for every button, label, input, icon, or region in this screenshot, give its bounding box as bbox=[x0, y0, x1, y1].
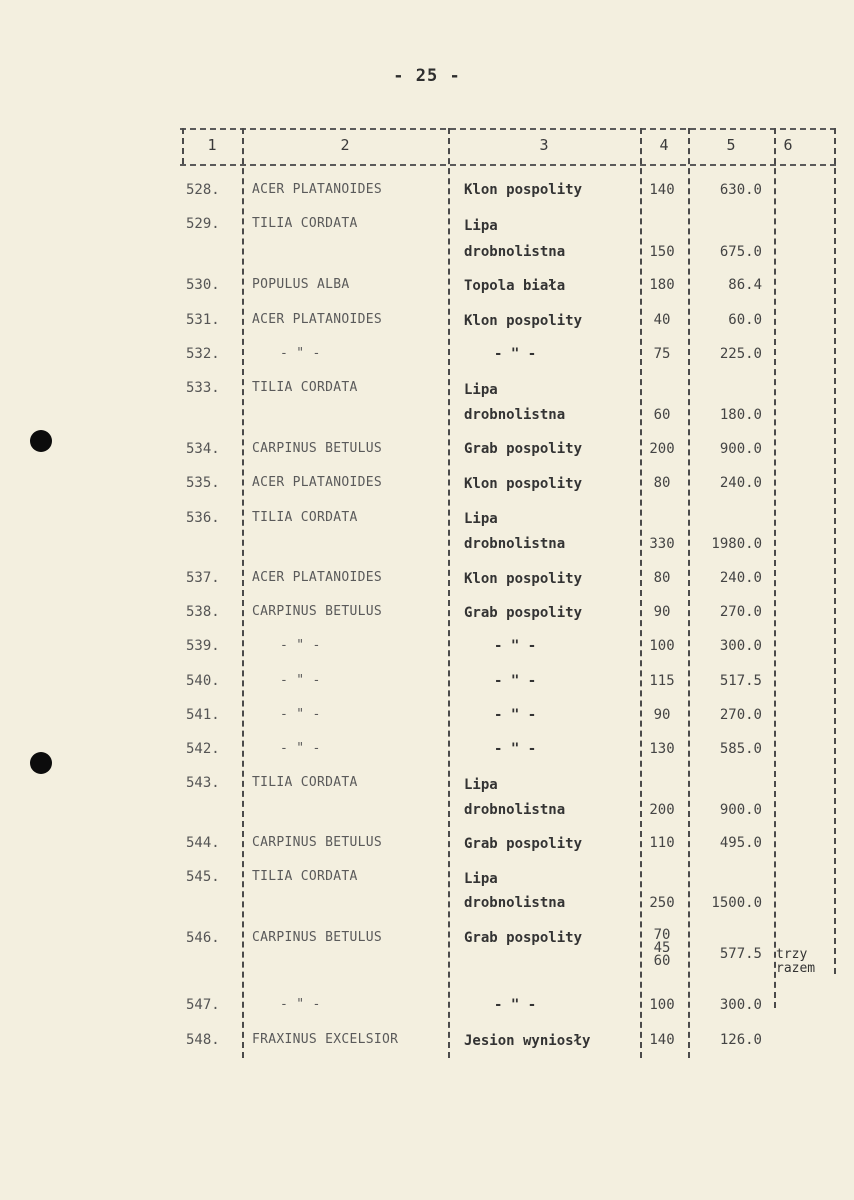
row-number: 545. bbox=[186, 869, 220, 885]
latin-name-ditto: - " - bbox=[280, 673, 321, 688]
remark-line-2: razem bbox=[776, 961, 816, 976]
col-5-value: 1500.0 bbox=[711, 895, 762, 911]
col-4-value: 60 bbox=[653, 407, 671, 423]
row-number: 534. bbox=[186, 441, 220, 457]
col-4-value: 180 bbox=[649, 277, 675, 293]
punch-hole-top bbox=[30, 430, 52, 452]
column-rule-5 bbox=[688, 128, 690, 1058]
col-5-value: 630.0 bbox=[719, 182, 762, 198]
polish-name: Grab pospolity bbox=[464, 930, 583, 946]
latin-name: ACER PLATANOIDES bbox=[252, 182, 383, 197]
col-5-value: 126.0 bbox=[719, 1032, 762, 1048]
polish-name-line-2: drobnolistna bbox=[464, 895, 566, 911]
col-4-value: 200 bbox=[649, 802, 675, 818]
polish-name-ditto: - " - bbox=[494, 673, 537, 689]
header-col-1: 1 bbox=[207, 136, 217, 154]
col-4-value: 80 bbox=[653, 475, 671, 491]
row-number: 531. bbox=[186, 312, 220, 328]
col-5-value: 675.0 bbox=[719, 244, 762, 260]
col-4-value: 150 bbox=[649, 244, 675, 260]
remark-line-1: trzy bbox=[776, 947, 808, 962]
punch-hole-bottom bbox=[30, 752, 52, 774]
polish-name: Grab pospolity bbox=[464, 441, 583, 457]
latin-name: ACER PLATANOIDES bbox=[252, 312, 383, 327]
polish-name: Klon pospolity bbox=[464, 313, 583, 329]
row-number: 530. bbox=[186, 277, 220, 293]
polish-name: Grab pospolity bbox=[464, 605, 583, 621]
polish-name-line-1: Lipa bbox=[464, 382, 498, 398]
row-number: 542. bbox=[186, 741, 220, 757]
latin-name: TILIA CORDATA bbox=[252, 510, 358, 525]
header-col-2: 2 bbox=[340, 136, 350, 154]
polish-name: Klon pospolity bbox=[464, 182, 583, 198]
column-rule-6 bbox=[774, 128, 776, 1008]
col-4-value: 40 bbox=[653, 312, 671, 328]
row-number: 541. bbox=[186, 707, 220, 723]
column-rule-2 bbox=[242, 128, 244, 1058]
col-4-value: 250 bbox=[649, 895, 675, 911]
polish-name-ditto: - " - bbox=[494, 741, 537, 757]
col-4-value-3: 60 bbox=[653, 953, 671, 969]
row-number: 544. bbox=[186, 835, 220, 851]
row-number: 528. bbox=[186, 182, 220, 198]
col-5-value: 1980.0 bbox=[711, 536, 762, 552]
latin-name: ACER PLATANOIDES bbox=[252, 475, 383, 490]
page-number: - 25 - bbox=[393, 66, 461, 86]
col-5-value: 900.0 bbox=[719, 802, 762, 818]
col-4-value: 110 bbox=[649, 835, 675, 851]
polish-name-line-2: drobnolistna bbox=[464, 244, 566, 260]
header-bottom-rule bbox=[180, 164, 836, 166]
latin-name: CARPINUS BETULUS bbox=[252, 930, 383, 945]
latin-name: CARPINUS BETULUS bbox=[252, 835, 383, 850]
latin-name: CARPINUS BETULUS bbox=[252, 604, 383, 619]
col-5-value: 60.0 bbox=[728, 312, 762, 328]
polish-name-line-2: drobnolistna bbox=[464, 802, 566, 818]
latin-name-ditto: - " - bbox=[280, 997, 321, 1012]
header-col-6: 6 bbox=[783, 136, 793, 154]
polish-name-line-1: Lipa bbox=[464, 777, 498, 793]
col-5-value: 517.5 bbox=[719, 673, 762, 689]
col-5-value: 270.0 bbox=[719, 604, 762, 620]
row-number: 546. bbox=[186, 930, 220, 946]
col-5-value: 86.4 bbox=[728, 277, 762, 293]
col-5-value: 495.0 bbox=[719, 835, 762, 851]
row-number: 529. bbox=[186, 216, 220, 232]
col-5-value: 300.0 bbox=[719, 997, 762, 1013]
latin-name-ditto: - " - bbox=[280, 638, 321, 653]
row-number: 532. bbox=[186, 346, 220, 362]
col-5-value: 225.0 bbox=[719, 346, 762, 362]
polish-name-line-1: Lipa bbox=[464, 218, 498, 234]
latin-name: FRAXINUS EXCELSIOR bbox=[252, 1032, 399, 1047]
col-5-value: 577.5 bbox=[719, 946, 762, 962]
species-table bbox=[180, 128, 836, 1058]
col-5-value: 270.0 bbox=[719, 707, 762, 723]
col-5-value: 300.0 bbox=[719, 638, 762, 654]
polish-name-line-1: Lipa bbox=[464, 871, 498, 887]
latin-name: TILIA CORDATA bbox=[252, 869, 358, 884]
polish-name: Klon pospolity bbox=[464, 476, 583, 492]
col-4-value: 75 bbox=[653, 346, 671, 362]
latin-name-ditto: - " - bbox=[280, 741, 321, 756]
latin-name: POPULUS ALBA bbox=[252, 277, 350, 292]
latin-name: ACER PLATANOIDES bbox=[252, 570, 383, 585]
col-4-value-2: 45 bbox=[653, 940, 671, 956]
col-4-value: 140 bbox=[649, 182, 675, 198]
row-number: 538. bbox=[186, 604, 220, 620]
row-number: 533. bbox=[186, 380, 220, 396]
polish-name: Grab pospolity bbox=[464, 836, 583, 852]
col-4-value: 90 bbox=[653, 604, 671, 620]
header-col-3: 3 bbox=[539, 136, 549, 154]
column-rule-7 bbox=[834, 128, 836, 974]
row-number: 540. bbox=[186, 673, 220, 689]
column-rule-3 bbox=[448, 128, 450, 1058]
col-4-value: 80 bbox=[653, 570, 671, 586]
col-5-value: 585.0 bbox=[719, 741, 762, 757]
col-5-value: 240.0 bbox=[719, 570, 762, 586]
row-number: 547. bbox=[186, 997, 220, 1013]
col-4-value-1: 70 bbox=[653, 927, 671, 943]
polish-name: Klon pospolity bbox=[464, 571, 583, 587]
col-5-value: 180.0 bbox=[719, 407, 762, 423]
row-number: 548. bbox=[186, 1032, 220, 1048]
polish-name-ditto: - " - bbox=[494, 638, 537, 654]
col-4-value: 330 bbox=[649, 536, 675, 552]
row-number: 535. bbox=[186, 475, 220, 491]
col-5-value: 240.0 bbox=[719, 475, 762, 491]
latin-name-ditto: - " - bbox=[280, 346, 321, 361]
col-4-value: 140 bbox=[649, 1032, 675, 1048]
polish-name-ditto: - " - bbox=[494, 346, 537, 362]
latin-name: TILIA CORDATA bbox=[252, 216, 358, 231]
polish-name: Jesion wyniosły bbox=[464, 1033, 591, 1049]
polish-name-ditto: - " - bbox=[494, 707, 537, 723]
col-4-value: 200 bbox=[649, 441, 675, 457]
column-rule-4 bbox=[640, 128, 642, 1058]
header-col-4: 4 bbox=[659, 136, 669, 154]
row-number: 537. bbox=[186, 570, 220, 586]
latin-name: TILIA CORDATA bbox=[252, 775, 358, 790]
latin-name-ditto: - " - bbox=[280, 707, 321, 722]
row-number: 543. bbox=[186, 775, 220, 791]
table-top-rule bbox=[180, 128, 836, 130]
latin-name: CARPINUS BETULUS bbox=[252, 441, 383, 456]
polish-name-ditto: - " - bbox=[494, 997, 537, 1013]
col-4-value: 130 bbox=[649, 741, 675, 757]
latin-name: TILIA CORDATA bbox=[252, 380, 358, 395]
col-4-value: 115 bbox=[649, 673, 675, 689]
col-4-value: 100 bbox=[649, 638, 675, 654]
col-4-value: 100 bbox=[649, 997, 675, 1013]
polish-name: Topola biała bbox=[464, 278, 566, 294]
row-number: 536. bbox=[186, 510, 220, 526]
row-number: 539. bbox=[186, 638, 220, 654]
col-5-value: 900.0 bbox=[719, 441, 762, 457]
polish-name-line-1: Lipa bbox=[464, 511, 498, 527]
polish-name-line-2: drobnolistna bbox=[464, 407, 566, 423]
col-4-value: 90 bbox=[653, 707, 671, 723]
header-col-5: 5 bbox=[726, 136, 736, 154]
polish-name-line-2: drobnolistna bbox=[464, 536, 566, 552]
